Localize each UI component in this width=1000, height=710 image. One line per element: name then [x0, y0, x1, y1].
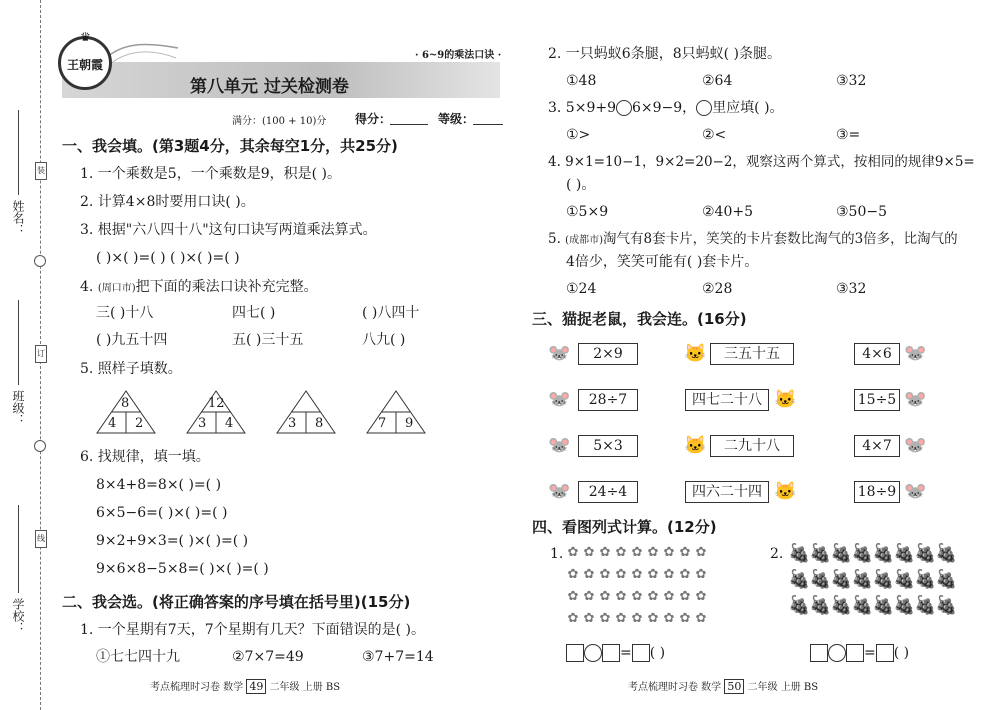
option[interactable]: ②28: [702, 281, 733, 297]
cat-icon: 🐱: [774, 481, 797, 502]
footer-series: 考点梳理时习卷 数学: [150, 682, 244, 693]
flower-icon: ✿: [583, 545, 595, 560]
flower-icon: ✿: [663, 545, 675, 560]
question-number: 4.: [80, 279, 98, 295]
logo-text: 王朝霞: [66, 58, 103, 72]
grape-icon: 🍇: [809, 569, 832, 590]
flower-icon: ✿: [679, 567, 691, 582]
city-tag: (成都市): [565, 235, 603, 246]
grape-icon: 🍇: [935, 595, 958, 616]
rhyme-item: 四七( ): [232, 305, 276, 321]
match-left-item[interactable]: 2×9: [578, 343, 638, 365]
flower-icon: ✿: [615, 611, 627, 626]
grape-icon: 🍇: [830, 595, 853, 616]
rhyme-item: ( )八四十: [362, 305, 420, 321]
class-field[interactable]: [18, 300, 19, 385]
grape-icon: 🍇: [851, 543, 874, 564]
flower-icon: ✿: [695, 589, 707, 604]
grape-icon: 🍇: [830, 543, 853, 564]
flower-icon: ✿: [631, 545, 643, 560]
option[interactable]: ②64: [702, 73, 733, 89]
unit-blank: ( ): [893, 645, 910, 661]
grape-icon: 🍇: [893, 569, 916, 590]
cat-icon: 🐱: [684, 343, 707, 364]
match-right-item[interactable]: 4×7: [854, 435, 900, 457]
bind-mark: 装: [35, 162, 47, 180]
question-1-4: [80, 278, 318, 298]
flower-icon: ✿: [567, 567, 579, 582]
option[interactable]: ②40+5: [702, 204, 754, 220]
flower-icon: ✿: [631, 567, 643, 582]
grape-icon: 🍇: [914, 569, 937, 590]
grade-label: 等级：: [438, 112, 475, 126]
triangle-top: 8: [121, 396, 130, 411]
question-1-5: 5. 照样子填数。: [80, 361, 182, 377]
grape-icon: 🍇: [935, 543, 958, 564]
flower-icon: ✿: [695, 567, 707, 582]
ribbon-decoration: [100, 38, 180, 66]
grape-icon: 🍇: [809, 543, 832, 564]
flower-icon: ✿: [647, 589, 659, 604]
match-middle-item[interactable]: 二九十八: [710, 435, 794, 457]
question-1-6: 6. 找规律，填一填。: [80, 449, 210, 465]
question-text: 3. 5×9+9: [548, 100, 616, 116]
question-text: 淘气有8套卡片，笑笑的卡片套数比淘气的3倍多，比淘气的: [602, 231, 958, 247]
match-left-item[interactable]: 5×3: [578, 435, 638, 457]
operator-circle[interactable]: [584, 644, 602, 662]
cat-icon: 🐱: [684, 435, 707, 456]
section-1-title: 一、我会填。(第3题4分，其余每空1分，共25分): [62, 137, 398, 155]
grape-icon: 🍇: [872, 595, 895, 616]
flower-icon: ✿: [663, 589, 675, 604]
triangle-right: 9: [405, 416, 414, 431]
binding-hole: [34, 440, 46, 452]
answer-box[interactable]: [810, 644, 828, 662]
flower-icon: ✿: [583, 589, 595, 604]
flower-icon: ✿: [647, 567, 659, 582]
binding-hole: [34, 255, 46, 267]
equation-1: = ( ): [566, 644, 665, 662]
flower-icon: ✿: [631, 611, 643, 626]
mouse-icon: 🐭: [904, 343, 927, 364]
pattern-line: 6×5−6=( )×( )=( ): [96, 505, 228, 521]
flower-icon: ✿: [647, 545, 659, 560]
grape-icon: 🍇: [893, 595, 916, 616]
option[interactable]: ①七七四十九: [96, 649, 180, 665]
answer-box[interactable]: [632, 644, 650, 662]
triangle-left: 3: [198, 416, 207, 431]
grape-icon: 🍇: [851, 569, 874, 590]
footer-grade: 二年级 上册 BS: [747, 682, 819, 693]
mouse-icon: 🐭: [548, 481, 571, 502]
pattern-line: 8×4+8=8×( )=( ): [96, 477, 222, 493]
flower-icon: ✿: [615, 589, 627, 604]
score-field[interactable]: [390, 124, 428, 125]
picture-1-label: 1.: [550, 546, 564, 562]
number-triangle[interactable]: [276, 390, 336, 434]
match-middle-item[interactable]: 三五十五: [710, 343, 794, 365]
option[interactable]: ①48: [566, 73, 597, 89]
operator-circle[interactable]: [828, 644, 846, 662]
triangle-right: 8: [315, 416, 324, 431]
footer-series: 考点梳理时习卷 数学: [628, 682, 722, 693]
triangle-left: 4: [108, 416, 117, 431]
flower-icon: ✿: [567, 545, 579, 560]
equation-2: = ( ): [810, 644, 909, 662]
mouse-icon: 🐭: [548, 389, 571, 410]
grape-icon: 🍇: [830, 569, 853, 590]
mouse-icon: 🐭: [548, 435, 571, 456]
mouse-icon: 🐭: [904, 435, 927, 456]
question-1-1: 1. 一个乘数是5，一个乘数是9，积是( )。: [80, 166, 341, 182]
page-number: 49: [246, 679, 266, 694]
option[interactable]: ③=: [836, 127, 861, 143]
city-tag: (周口市): [97, 283, 136, 294]
rhyme-item: 八九( ): [362, 332, 406, 348]
name-label: 姓名：: [11, 200, 25, 236]
flower-icon: ✿: [679, 611, 691, 626]
triangle-right: 4: [225, 416, 234, 431]
option[interactable]: ②<: [702, 127, 727, 143]
answer-box[interactable]: [846, 644, 864, 662]
page-title: 第八单元 过关检测卷: [190, 77, 349, 97]
option[interactable]: ③32: [836, 281, 867, 297]
flower-icon: ✿: [695, 611, 707, 626]
flower-icon: ✿: [583, 611, 595, 626]
match-right-item[interactable]: 15÷5: [854, 389, 900, 411]
grape-icon: 🍇: [872, 543, 895, 564]
number-triangle[interactable]: [366, 390, 426, 434]
flower-icon: ✿: [647, 611, 659, 626]
option[interactable]: ②7×7=49: [232, 649, 304, 665]
grape-icon: 🍇: [914, 543, 937, 564]
option[interactable]: ③7+7=14: [362, 649, 434, 665]
match-right-item[interactable]: 4×6: [854, 343, 900, 365]
triangle-left: 7: [378, 416, 387, 431]
crown-icon: ♛: [80, 30, 91, 44]
section-2-title: 二、我会选。(将正确答案的序号填在括号里)(15分): [62, 593, 411, 611]
school-label: 学校：: [11, 598, 25, 634]
question-2-4-cont: ( )。: [566, 177, 596, 193]
grade-field[interactable]: [473, 124, 503, 125]
question-text: 里应填( )。: [712, 100, 784, 116]
flower-icon: ✿: [567, 589, 579, 604]
grape-icon: 🍇: [788, 569, 811, 590]
question-1-3-answer: ( )×( )=( ) ( )×( )=( ): [96, 250, 240, 266]
full-score: 满分：(100 + 10)分: [232, 116, 327, 127]
question-number: 5.: [548, 231, 566, 247]
rhyme-item: 三( )十八: [96, 305, 154, 321]
flower-icon: ✿: [599, 545, 611, 560]
question-text: 把下面的乘法口诀补充完整。: [135, 279, 318, 295]
grape-grid-picture: [788, 542, 968, 622]
section-4-title: 四、看图列式计算。(12分): [532, 518, 717, 536]
mouse-icon: 🐭: [904, 481, 927, 502]
flower-icon: ✿: [615, 567, 627, 582]
grape-icon: 🍇: [788, 543, 811, 564]
question-2-3: [548, 99, 784, 117]
answer-box[interactable]: [566, 644, 584, 662]
flower-icon: ✿: [567, 611, 579, 626]
brand-logo: [58, 30, 112, 90]
question-1-2: 2. 计算4×8时要用口诀( )。: [80, 194, 255, 210]
question-2-5: [548, 230, 958, 250]
picture-2-label: 2.: [770, 546, 784, 562]
match-right-item[interactable]: 18÷9: [854, 481, 900, 503]
flower-icon: ✿: [679, 545, 691, 560]
unit-blank: ( ): [649, 645, 666, 661]
question-2-4: 4. 9×1=10−1，9×2=20−2，观察这两个算式，按相同的规律9×5=: [548, 154, 975, 170]
flower-icon: ✿: [663, 567, 675, 582]
triangle-top: 12: [208, 396, 225, 411]
question-2-1: 1. 一个星期有7天，7个星期有几天？下面错误的是( )。: [80, 622, 425, 638]
grape-icon: 🍇: [935, 569, 958, 590]
match-left-item[interactable]: 28÷7: [578, 389, 638, 411]
bind-mark: 线: [35, 530, 47, 548]
match-middle-item[interactable]: 四六二十四: [685, 481, 769, 503]
question-2-2: 2. 一只蚂蚁6条腿，8只蚂蚁( )条腿。: [548, 46, 781, 62]
page-number: 50: [724, 679, 744, 694]
score-label: 得分：: [355, 112, 392, 126]
mouse-icon: 🐭: [548, 343, 571, 364]
number-triangle: [186, 390, 246, 434]
pattern-line: 9×6×8−5×8=( )×( )=( ): [96, 561, 269, 577]
question-1-3: 3. 根据"六八四十八"这句口诀写两道乘法算式。: [80, 222, 377, 238]
cat-icon: 🐱: [774, 389, 797, 410]
question-2-5-cont: 4倍少，笑笑可能有( )套卡片。: [566, 254, 759, 270]
option[interactable]: ③50−5: [836, 204, 888, 220]
triangle-left: 3: [288, 416, 297, 431]
triangle-right: 2: [135, 416, 144, 431]
option[interactable]: ③32: [836, 73, 867, 89]
circle-icon: [696, 100, 712, 116]
match-middle-item[interactable]: 四七二十八: [685, 389, 769, 411]
flower-icon: ✿: [695, 545, 707, 560]
flower-icon: ✿: [599, 567, 611, 582]
flower-icon: ✿: [599, 589, 611, 604]
flower-icon: ✿: [583, 567, 595, 582]
answer-box[interactable]: [876, 644, 894, 662]
binding-strip: [0, 0, 52, 710]
flower-grid-picture: [566, 544, 716, 634]
bind-mark: 订: [35, 345, 47, 363]
grape-icon: 🍇: [893, 543, 916, 564]
rhyme-item: ( )九五十四: [96, 332, 168, 348]
flower-icon: ✿: [615, 545, 627, 560]
grape-icon: 🍇: [914, 595, 937, 616]
flower-icon: ✿: [679, 589, 691, 604]
footer-left: [150, 678, 340, 694]
flower-icon: ✿: [599, 611, 611, 626]
option[interactable]: ①>: [566, 127, 591, 143]
school-field[interactable]: [18, 505, 19, 593]
pattern-line: 9×2+9×3=( )×( )=( ): [96, 533, 249, 549]
section-3-title: 三、猫捉老鼠，我会连。(16分): [532, 310, 747, 328]
blank-circle[interactable]: [616, 100, 632, 116]
question-text: 6×9−9，: [632, 100, 697, 116]
option[interactable]: ①5×9: [566, 204, 609, 220]
topic-label: · 6~9的乘法口诀 ·: [415, 50, 502, 61]
grape-icon: 🍇: [788, 595, 811, 616]
mouse-icon: 🐭: [904, 389, 927, 410]
rhyme-item: 五( )三十五: [232, 332, 304, 348]
option[interactable]: ①24: [566, 281, 597, 297]
answer-box[interactable]: [602, 644, 620, 662]
class-label: 班级：: [11, 390, 25, 426]
flower-icon: ✿: [631, 589, 643, 604]
match-left-item[interactable]: 24÷4: [578, 481, 638, 503]
grape-icon: 🍇: [851, 595, 874, 616]
flower-icon: ✿: [663, 611, 675, 626]
number-triangle: [96, 390, 156, 434]
footer-grade: 二年级 上册 BS: [269, 682, 341, 693]
grape-icon: 🍇: [809, 595, 832, 616]
footer-right: [628, 678, 818, 694]
name-field[interactable]: [18, 110, 19, 195]
grape-icon: 🍇: [872, 569, 895, 590]
